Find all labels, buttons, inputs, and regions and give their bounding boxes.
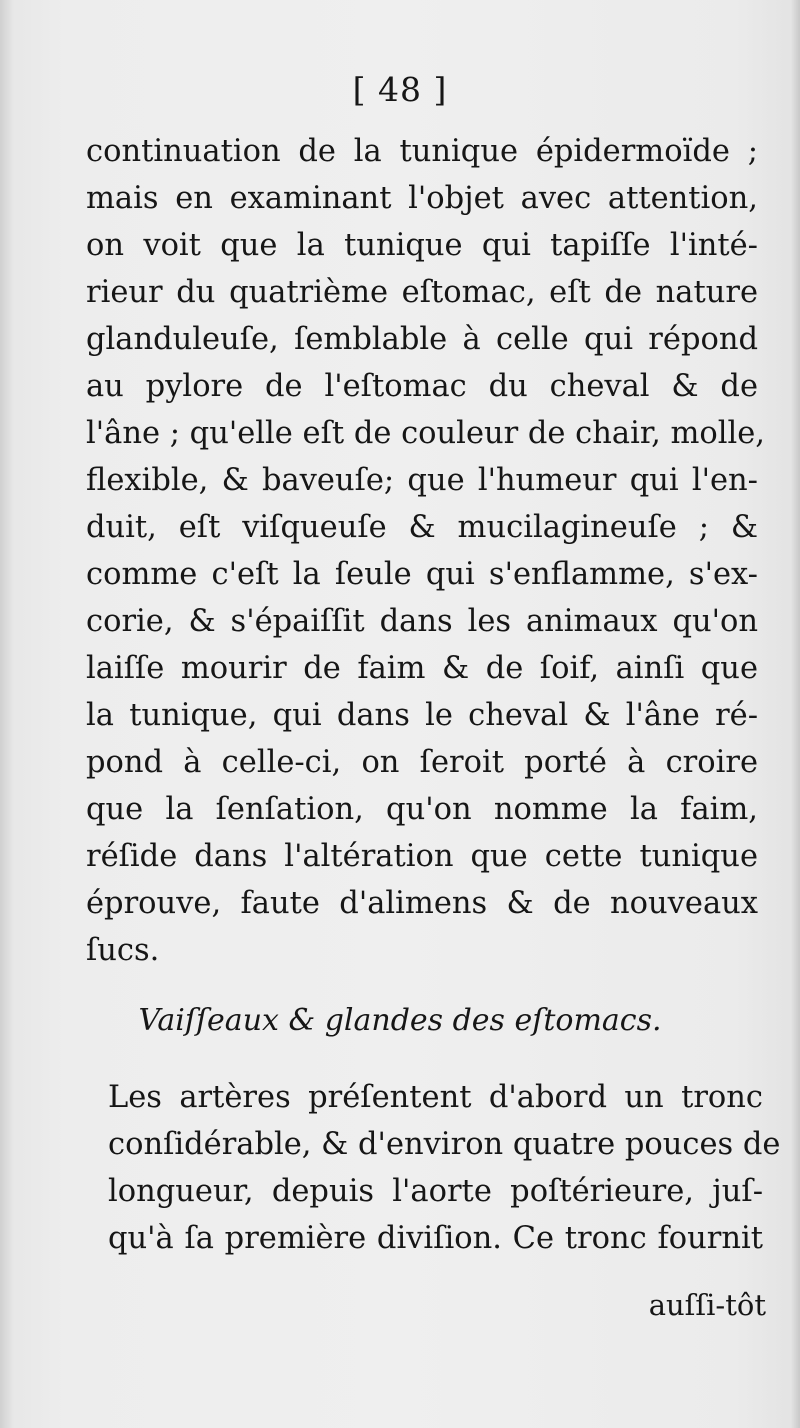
- text-line: corie, & s'épaiſſit dans les animaux qu'on: [86, 604, 758, 639]
- text-line: laiſſe mourir de faim & de ſoif, ainſi que: [86, 651, 758, 686]
- text-line: flexible, & baveuſe; que l'humeur qui l'en-: [86, 463, 758, 498]
- catchword: auſſi-tôt: [648, 1288, 766, 1322]
- text-line: longueur, depuis l'aorte poſtérieure, juſ-: [108, 1174, 763, 1209]
- page-left-edge: [0, 0, 14, 1428]
- text-line: réſide dans l'altération que cette tunique: [86, 839, 758, 874]
- paragraph-1: [86, 128, 765, 974]
- text-line: que la ſenſation, qu'on nomme la faim,: [86, 792, 758, 827]
- text-line: au pylore de l'eſtomac du cheval & de: [86, 369, 758, 404]
- text-line: l'âne ; qu'elle eſt de couleur de chair, molle,: [86, 416, 765, 451]
- text-line: continuation de la tunique épidermoïde ;: [86, 134, 758, 169]
- page-right-edge: [790, 0, 800, 1428]
- page-number: [ 48 ]: [352, 70, 448, 109]
- text-line: pond à celle-ci, on ſeroit porté à croire: [86, 745, 758, 780]
- text-line: la tunique, qui dans le cheval & l'âne ré-: [86, 698, 758, 733]
- text-line: glanduleuſe, ſemblable à celle qui répond: [86, 322, 758, 357]
- text-line: rieur du quatrième eſtomac, eſt de nature: [86, 275, 758, 310]
- text-line: comme c'eſt la ſeule qui s'enflamme, s'ex-: [86, 557, 758, 592]
- text-line: conſidérable, & d'environ quatre pouces de: [108, 1127, 781, 1162]
- text-line: ſucs.: [86, 933, 160, 968]
- text-line: Les artères préſentent d'abord un tronc: [108, 1080, 763, 1115]
- text-line: éprouve, faute d'alimens & de nouveaux: [86, 886, 758, 921]
- paragraph-2: [108, 1074, 781, 1262]
- text-line: mais en examinant l'objet avec attention,: [86, 181, 758, 216]
- text-line: on voit que la tunique qui tapiſſe l'inté-: [86, 228, 758, 263]
- text-line: qu'à ſa première diviſion. Ce tronc fournit: [108, 1221, 763, 1256]
- section-heading: Vaiſſeaux & glandes des eſtomacs.: [138, 1003, 662, 1038]
- text-line: duit, eſt viſqueuſe & mucilagineuſe ; &: [86, 510, 758, 545]
